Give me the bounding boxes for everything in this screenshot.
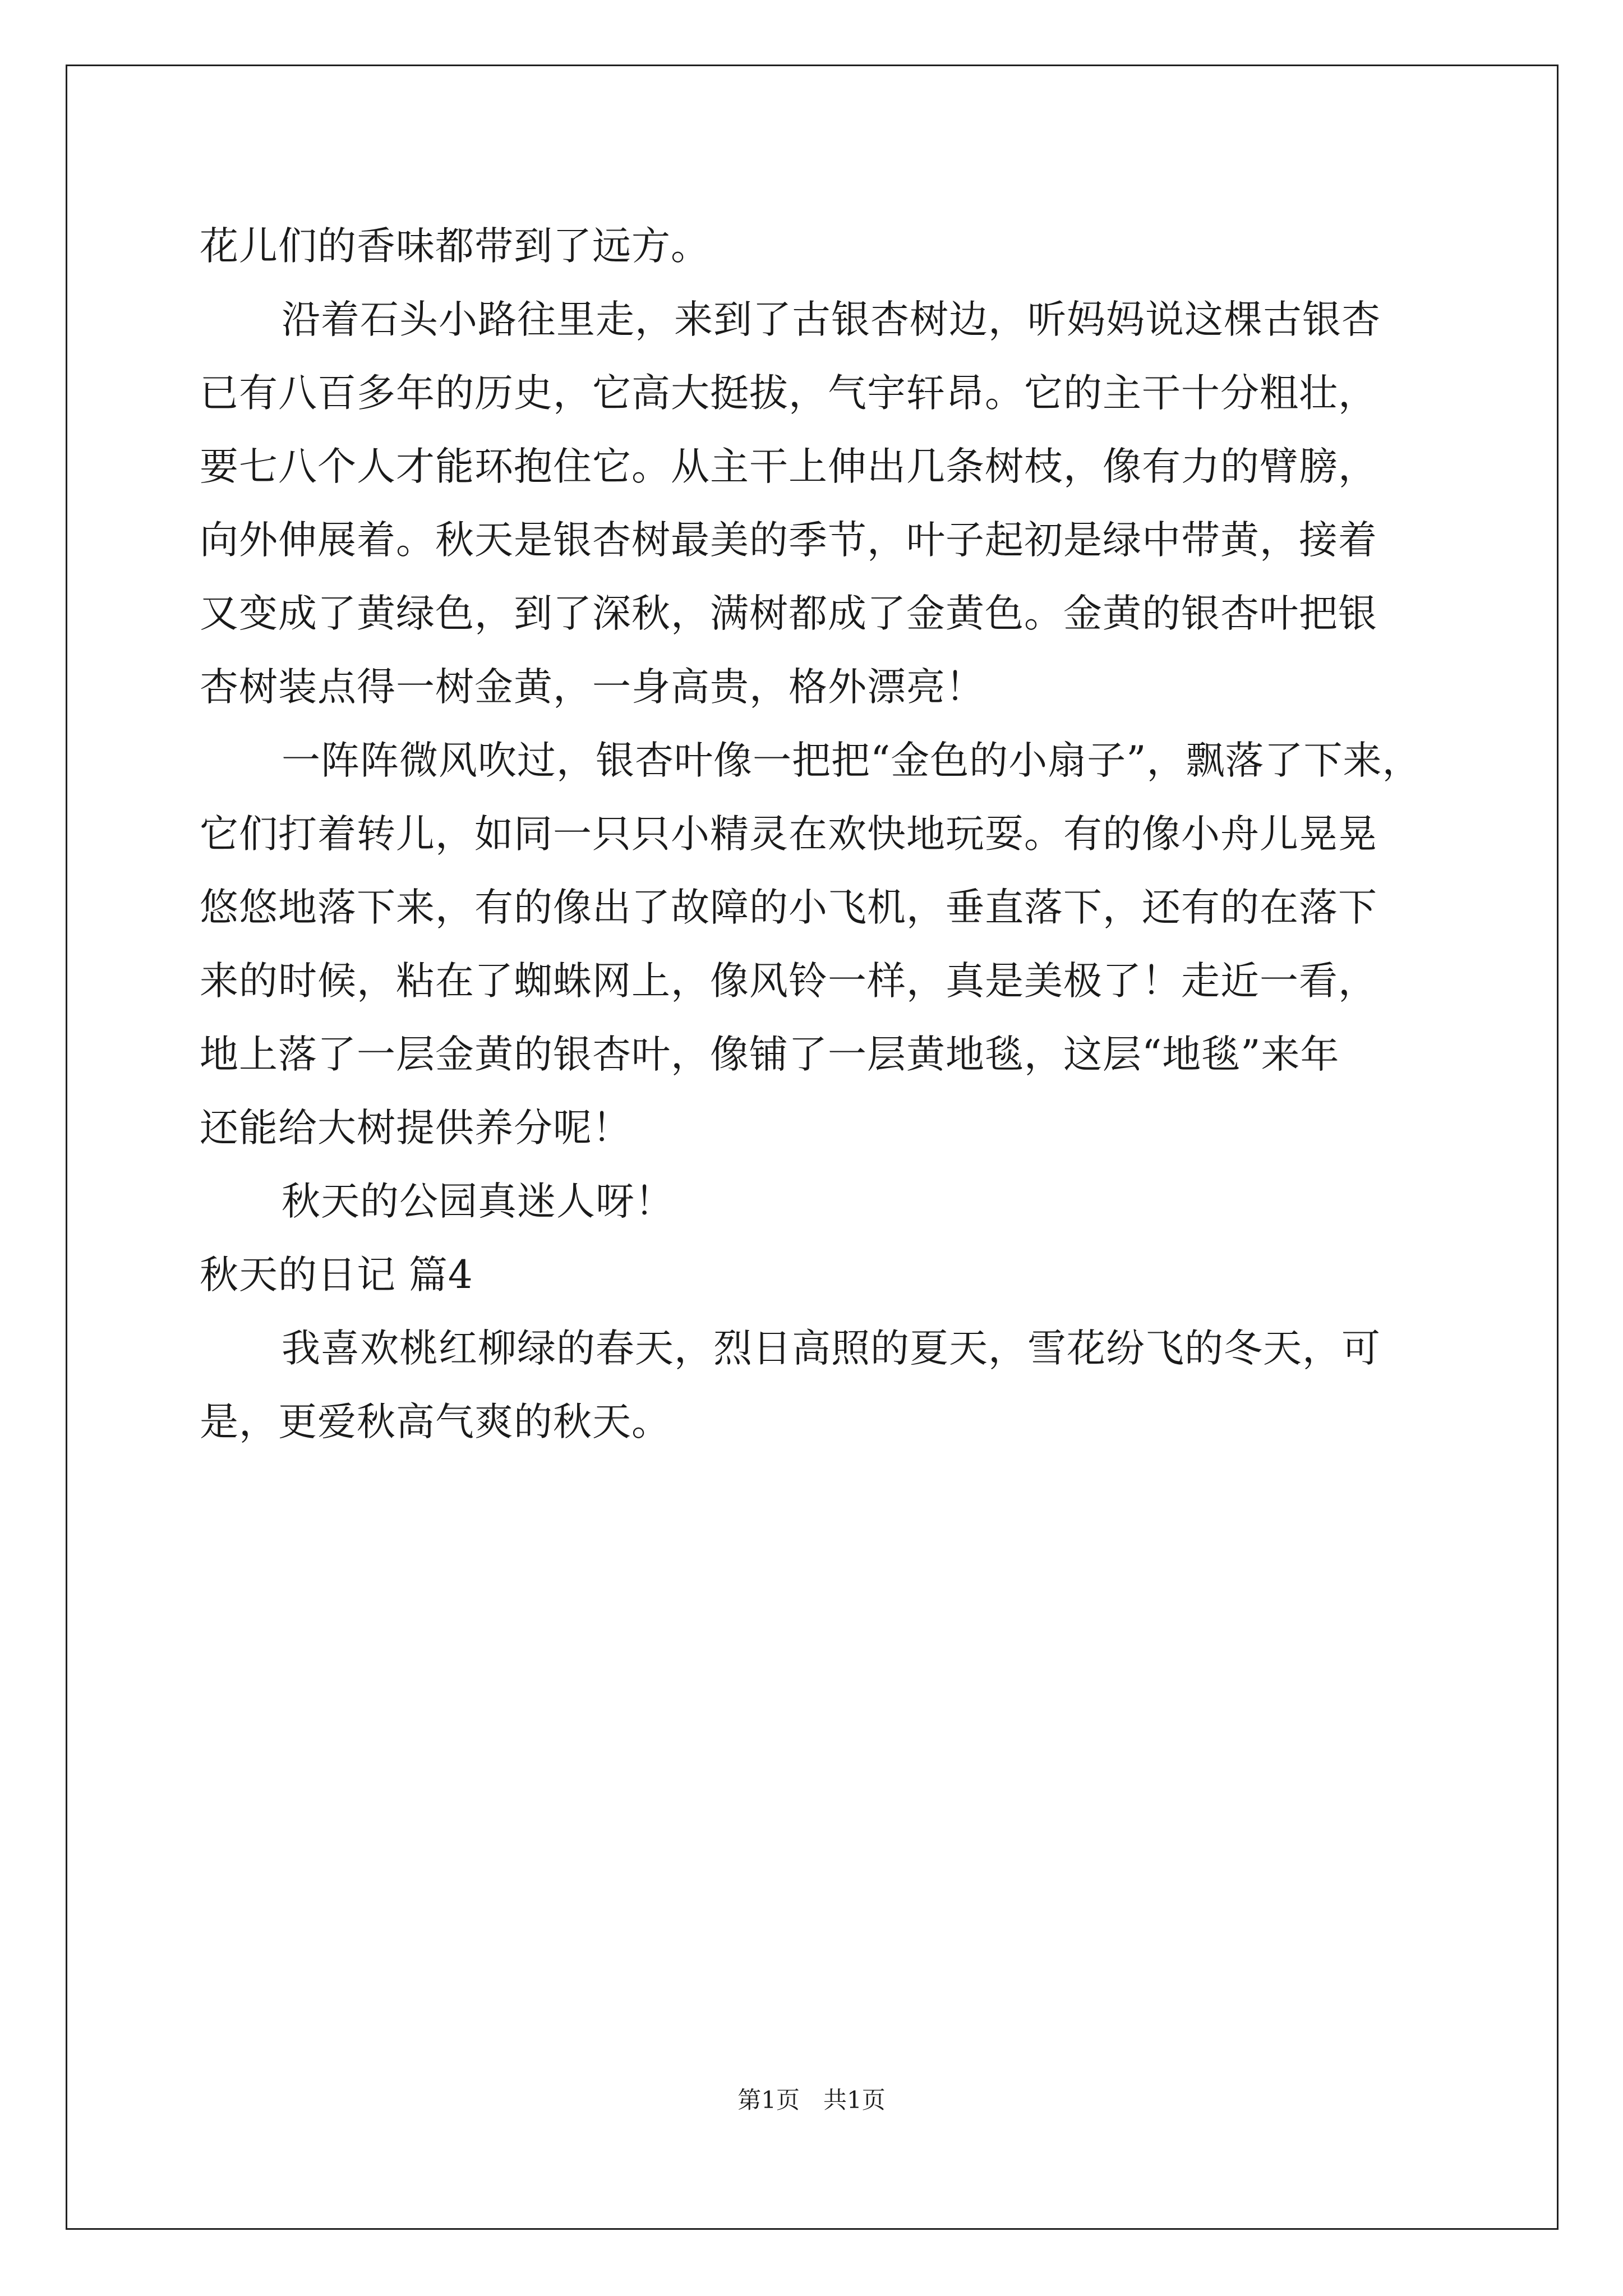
paragraph-line: 沿着石头小路往里走，来到了古银杏树边，听妈妈说这棵古银杏 — [282, 297, 1381, 342]
paragraph-line: 还能给大树提供养分呢！ — [200, 1106, 631, 1151]
paragraph-line: 花儿们的香味都带到了远方。 — [200, 224, 710, 269]
paragraph-line: 向外伸展着。秋天是银杏树最美的季节，叶子起初是绿中带黄，接着 — [200, 518, 1377, 563]
paragraph-line: 悠悠地落下来，有的像出了故障的小飞机，垂直落下，还有的在落下 — [200, 885, 1377, 930]
paragraph-line: 杏树装点得一树金黄，一身高贵，格外漂亮！ — [200, 665, 985, 710]
section-heading: 秋天的日记 篇4 — [200, 1253, 473, 1297]
paragraph-line: 是，更爱秋高气爽的秋天。 — [200, 1400, 671, 1444]
paragraph-line: 已有八百多年的历史，它高大挺拔，气宇轩昂。它的主干十分粗壮， — [200, 371, 1377, 416]
paragraph-line: 来的时候，粘在了蜘蛛网上，像风铃一样，真是美极了！走近一看， — [200, 959, 1377, 1004]
paragraph-line: 一阵阵微风吹过，银杏叶像一把把“金色的小扇子”，飘落了下来， — [282, 738, 1422, 783]
paragraph-line: 要七八个人才能环抱住它。从主干上伸出几条树枝，像有力的臂膀， — [200, 444, 1377, 489]
paragraph-line: 又变成了黄绿色，到了深秋，满树都成了金黄色。金黄的银杏叶把银 — [200, 591, 1377, 636]
page-number: 第1页 共1页 — [737, 2086, 886, 2114]
paragraph-line: 它们打着转儿，如同一只只小精灵在欢快地玩耍。有的像小舟儿晃晃 — [200, 812, 1377, 857]
paragraph-line: 地上落了一层金黄的银杏叶，像铺了一层黄地毯，这层“地毯”来年 — [200, 1032, 1340, 1077]
paragraph-line: 秋天的公园真迷人呀！ — [282, 1179, 674, 1224]
paragraph-line: 我喜欢桃红柳绿的春天，烈日高照的夏天，雪花纷飞的冬天，可 — [282, 1326, 1381, 1371]
